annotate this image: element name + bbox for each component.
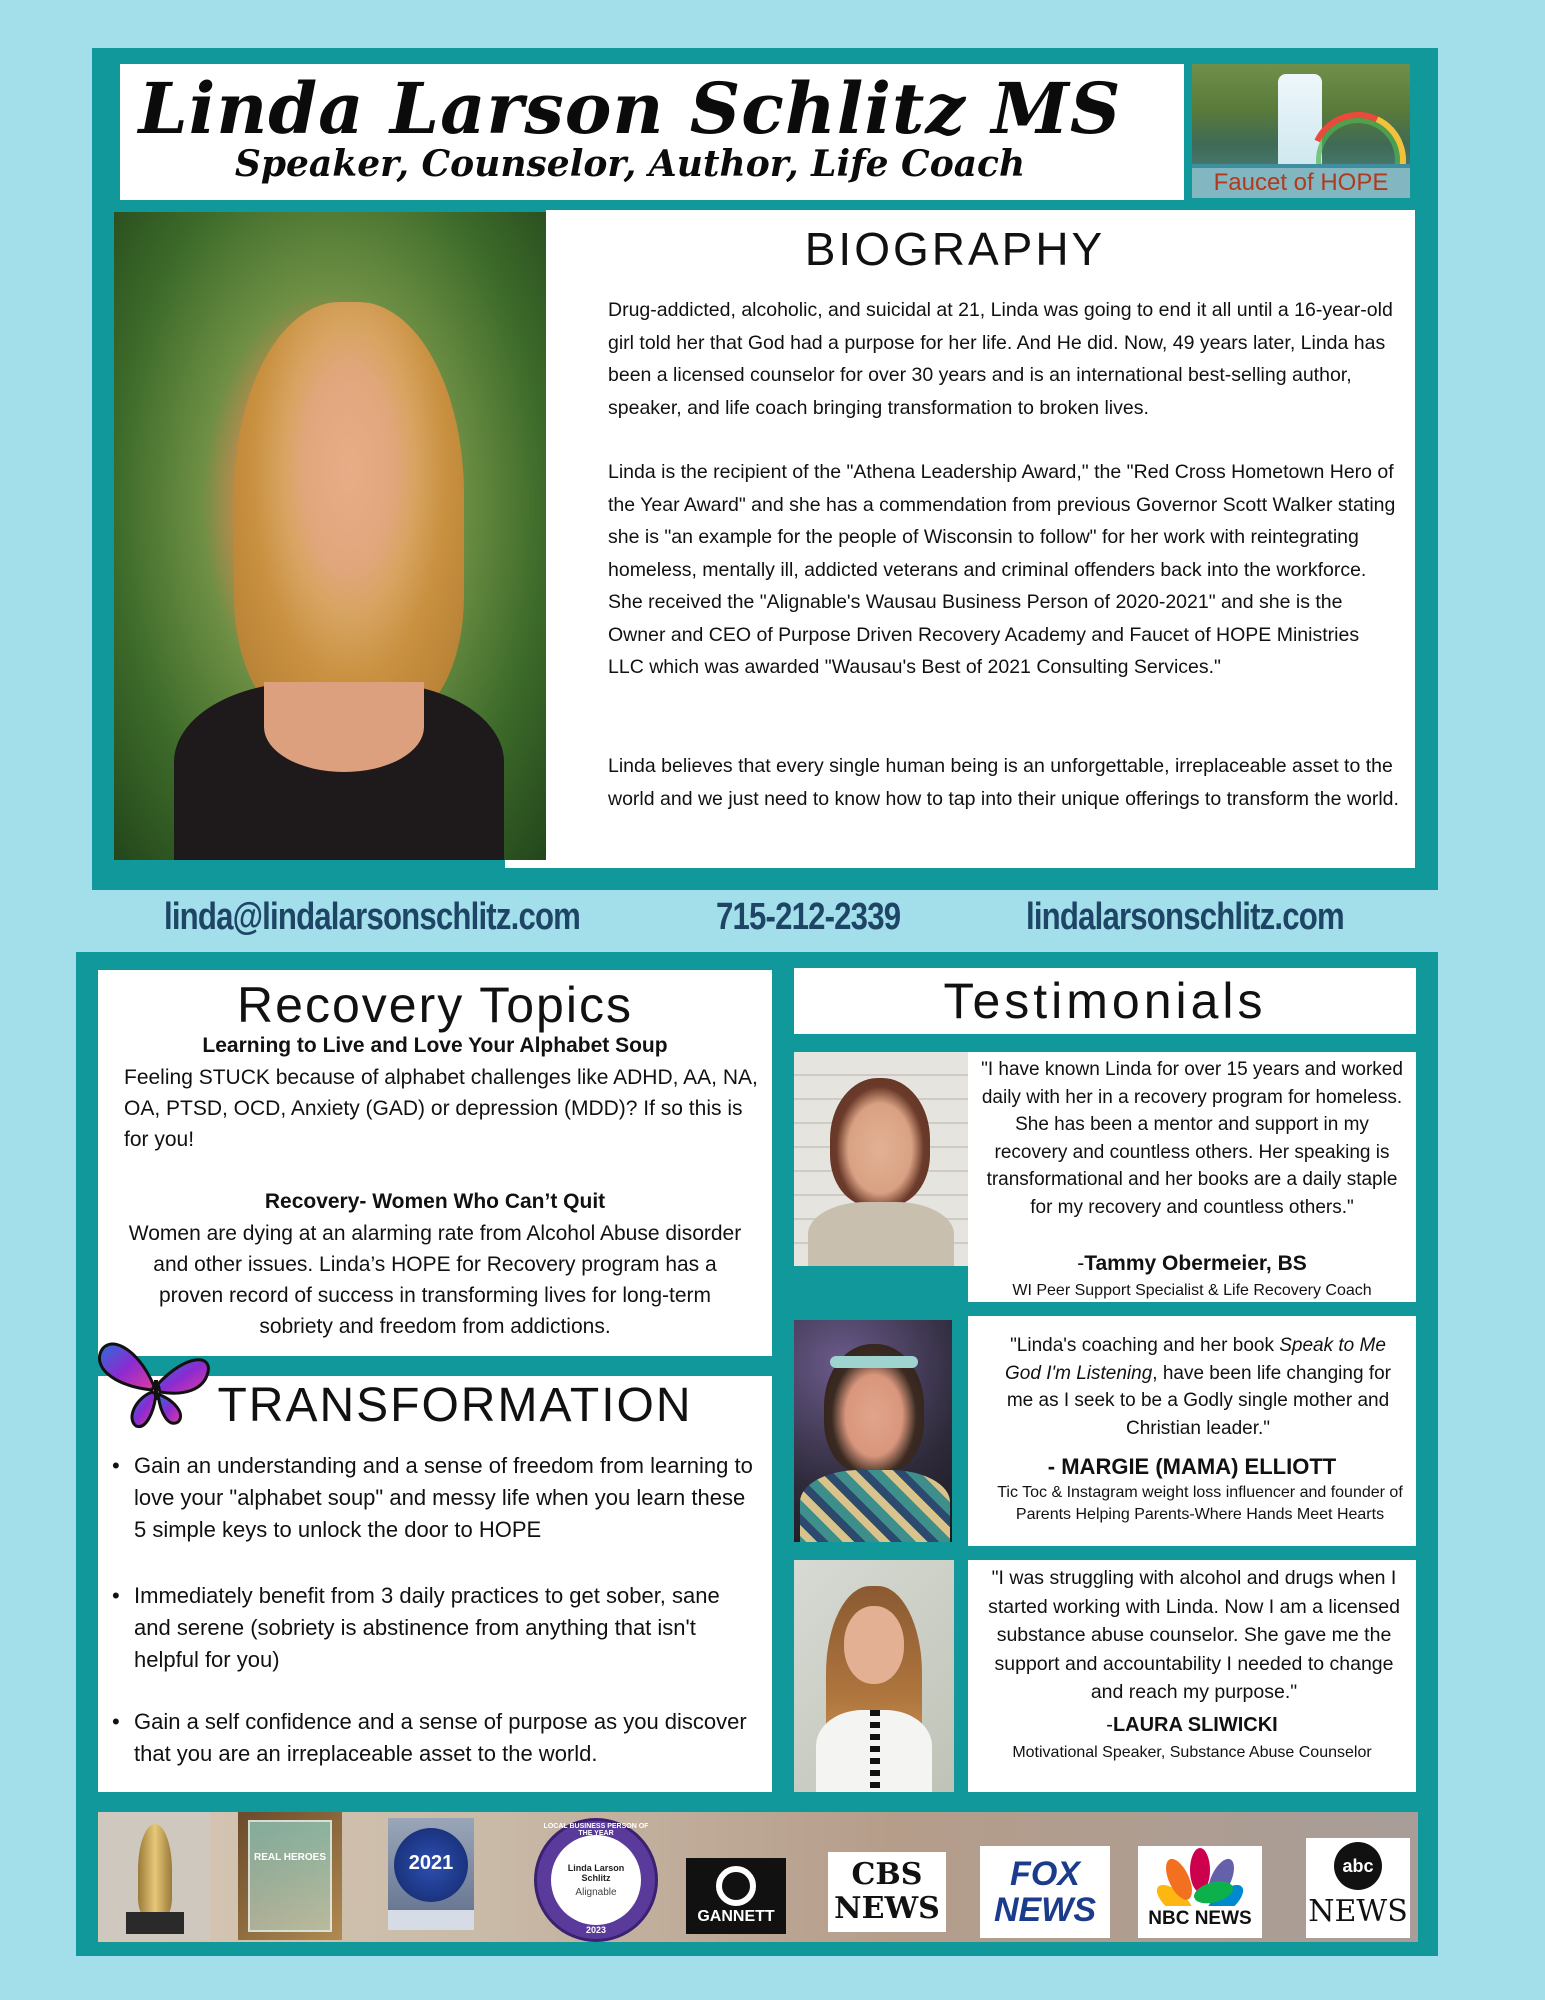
testimonial-1-name (968, 1252, 1416, 1276)
testimonial-3-role: Motivational Speaker, Substance Abuse Counselor (1012, 1744, 1372, 1761)
biography-title: BIOGRAPHY (804, 223, 1106, 275)
2021-award (388, 1818, 474, 1930)
testimonial-1-name-text: Tammy Obermeier, BS (1084, 1252, 1307, 1275)
topic-2-heading: Recovery- Women Who Can’t Quit (264, 1190, 606, 1213)
testimonial-2-quote (998, 1332, 1398, 1442)
testimonial-1-role: WI Peer Support Specialist & Life Recovery Coach (1012, 1282, 1372, 1299)
transformation-bullet-3: • Gain a self confidence and a sense of purpose as you discover that you are an irreplaceable asset to the world. (112, 1709, 747, 1766)
email-link[interactable]: linda@lindalarsonschlitz.com (164, 896, 581, 938)
tammy-photo (794, 1052, 968, 1266)
transformation-bullet-1: • Gain an understanding and a sense of freedom from learning to love your "alphabet soup" and messy life when you learn these 5 simple keys to unlock the door to HOPE (112, 1453, 753, 1542)
topic-1-body: Feeling STUCK because of alphabet challenges like ADHD, AA, NA, OA, PTSD, OCD, Anxiety (GAD) or depression (MDD)? If so this is for you! (124, 1066, 758, 1151)
margie-photo (794, 1320, 952, 1542)
testimonials-title: Testimonials (943, 973, 1267, 1029)
testimonial-3-name (968, 1714, 1416, 1737)
testimonial-2-role: Tic Toc & Instagram weight loss influencer and founder of Parents Helping Parents-Where Hands Meet Hearts (997, 1484, 1403, 1523)
real-heroes-award (238, 1812, 342, 1940)
nbc-news-logo (1138, 1846, 1262, 1938)
nbc-peacock-icon (1138, 1846, 1262, 1906)
alignable-business-person-seal (534, 1818, 658, 1942)
person-name: Linda Larson Schlitz MS (138, 67, 1122, 150)
topic-2-body: Women are dying at an alarming rate from Alcohol Abuse disorder and other issues. Linda’s HOPE for Recovery program has a proven record of success in transforming lives for long-term sobriety and freedom from addictions. (128, 1222, 742, 1338)
testimonial-2-quote-end: , have been life changing for me as I seek to be a Godly single mother and Christian leader." (1006, 1362, 1391, 1439)
abc-news-logo (1306, 1838, 1410, 1938)
linda-portrait-photo (114, 212, 546, 860)
testimonial-2-book-title: Speak to Me God I'm Listening (1005, 1335, 1386, 1384)
testimonial-3-quote: "I was struggling with alcohol and drugs when I started working with Linda. Now I am a licensed substance abuse counselor. She gave me the support and accountability I needed to change and reach my purpose." (988, 1567, 1400, 1703)
gannett-logo (686, 1858, 786, 1934)
testimonial-1-quote: "I have known Linda for over 15 years and worked daily with her in a recovery program for homeless. She has been a mentor and support in my recovery and countless others. Her speaking is transformational and her books are a daily staple for my recovery and countless others." (981, 1059, 1403, 1218)
laura-photo (794, 1560, 954, 1792)
fox-news-text: FOX NEWS (994, 1855, 1096, 1929)
testimonial-1-dash: - (1077, 1252, 1085, 1275)
person-subtitle: Speaker, Counselor, Author, Life Coach (234, 143, 1026, 185)
phone-number[interactable]: 715-212-2339 (716, 896, 901, 938)
fox-news-logo (980, 1846, 1110, 1938)
recovery-topics-title: Recovery Topics (237, 977, 633, 1033)
cbs-news-text: CBS NEWS (834, 1857, 940, 1926)
transformation-bullet-1-text: Gain an understanding and a sense of freedom from learning to love your "alphabet soup" and messy life when you learn these 5 simple keys to unlock the door to HOPE (134, 1453, 753, 1542)
biography-paragraph-2: Linda is the recipient of the "Athena Leadership Award," the "Red Cross Hometown Hero of the Year Award" and she has a commendation from previous Governor Scott Walker stating she is "an example for the people of Wisconsin to follow" for her work with reintegrating homeless, mentally ill, addicted veterans and criminal offenders back into the workforce. She received the "Alignable's Wausau Business Person of 2020-2021" and she is the Owner and CEO of Purpose Driven Recovery Academy and Faucet of HOPE Ministries LLC which was awarded "Wausau's Best of 2021 Consulting Services." (608, 461, 1396, 678)
transformation-bullet-3-text: Gain a self confidence and a sense of purpose as you discover that you are an irreplaceable asset to the world. (134, 1709, 747, 1766)
testimonial-3-name-text: LAURA SLIWICKI (1112, 1714, 1278, 1736)
gannett-text: GANNETT (697, 1908, 775, 1925)
abc-mark: abc (1334, 1842, 1382, 1890)
logo-text: Faucet of HOPE (1192, 168, 1410, 198)
biography-paragraph-1: Drug-addicted, alcoholic, and suicidal at 21, Linda was going to end it all until a 16-year-old girl told her that God had a purpose for her life. And He did. Now, 49 years later, Linda has been a licensed counselor for over 30 years and is an international best-selling author, speaker, and life coach bringing transformation to broken lives. (608, 299, 1393, 419)
biography-paragraph-3: Linda believes that every single human being is an unforgettable, irreplaceable asset to the world and we just need to know how to tap into their unique offerings to transform the world. (608, 755, 1399, 810)
cbs-news-logo (828, 1852, 946, 1932)
seal-year: 2023 (585, 1925, 607, 1935)
athena-award-trophy (100, 1812, 210, 1940)
nbc-news-text: NBC NEWS (1148, 1908, 1252, 1929)
website-link[interactable]: lindalarsonschlitz.com (1026, 896, 1344, 938)
transformation-bullet-2: • Immediately benefit from 3 daily practices to get sober, sane and serene (sobriety is abstinence from anything that isn't helpful for you) (112, 1583, 720, 1672)
testimonial-3-dash: - (1106, 1714, 1113, 1736)
testimonial-2-name: - MARGIE (MAMA) ELLIOTT (1047, 1454, 1337, 1479)
transformation-title: TRANSFORMATION (217, 1379, 693, 1432)
real-heroes-text: REAL HEROES (253, 1852, 327, 1863)
seal-name: Linda Larson Schlitz (567, 1863, 625, 1883)
topic-1-heading: Learning to Live and Love Your Alphabet Soup (202, 1034, 668, 1057)
transformation-bullet-2-text: Immediately benefit from 3 daily practices to get sober, sane and serene (sobriety is abstinence from anything that isn't helpful for you) (134, 1583, 720, 1672)
seal-ring-text: LOCAL BUSINESS PERSON OF THE YEAR (543, 1823, 649, 1837)
seal-brand: Alignable (575, 1887, 617, 1898)
testimonial-2-quote-start: "Linda's coaching and her book (1010, 1335, 1280, 1356)
abc-news-text: NEWS (1308, 1894, 1408, 1929)
award-year: 2021 (408, 1852, 454, 1874)
